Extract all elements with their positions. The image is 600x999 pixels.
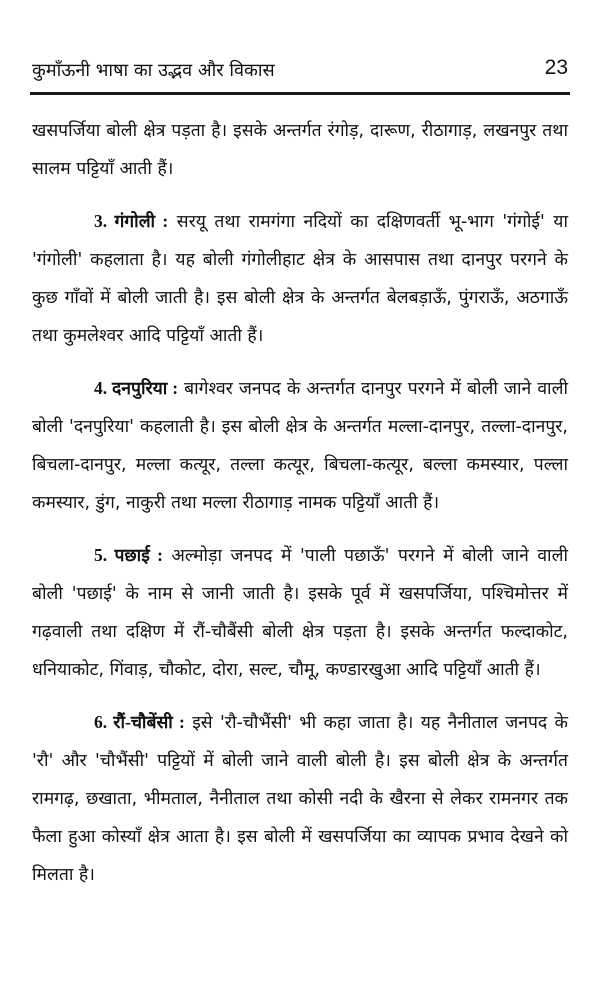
running-title: कुमाँऊनी भाषा का उद्भव और विकास [32, 60, 275, 81]
section-heading: 4. दनपुरिया : [94, 378, 179, 398]
paragraph-pachhai [32, 536, 568, 689]
paragraph-text: इसे 'रौ-चौभैंसी' भी कहा जाता है। यह नैनीताल जनपद के 'रौ' और 'चौभैंसी' पट्टियों में बोली जाने वाली बोली है। इस बोली क्षेत्र के अन्तर्गत रामगढ़, छखाता, भीमताल, नैनीताल तथा कोसी नदी के खैरना से लेकर रामनगर तक फैला हुआ कोस्याँ क्षेत्र आता है। इस बोली में खसपर्जिया का व्यापक प्रभाव देखने को मिलता है। [32, 713, 568, 885]
paragraph-text: सरयू तथा रामगंगा नदियों का दक्षिणवर्ती भू-भाग 'गंगोई' या 'गंगोली' कहलाता है। यह बोली गंगोलीहाट क्षेत्र के आसपास तथा दानपुर परगने के कुछ गाँवों में बोली जाती है। इस बोली क्षेत्र के अन्तर्गत बेलबड़ाऊँ, पुंगराऊँ, अठगाऊँ तथा कुमलेश्वर आदि पट्टियाँ आती हैं। [32, 212, 568, 346]
page-body [32, 112, 568, 908]
paragraph-rau-chaubainsi [32, 703, 568, 894]
paragraph-gangoli [32, 202, 568, 355]
section-heading: 3. गंगोली : [94, 211, 169, 231]
page-header [30, 52, 570, 95]
page-number: 23 [544, 56, 568, 79]
paragraph-continuation [32, 112, 568, 188]
section-heading: 5. पछाई : [94, 545, 163, 565]
section-heading: 6. रौं-चौबेंसी : [94, 712, 185, 732]
paragraph-danpuriya [32, 369, 568, 522]
paragraph-text: अल्मोड़ा जनपद में 'पाली पछाऊँ' परगने में बोली जाने वाली बोली 'पछाई' के नाम से जानी जाती है। इसके पूर्व में खसपर्जिया, पश्चिमोत्तर में गढ़वाली तथा दक्षिण में रौं-चौबैंसी बोली क्षेत्र पड़ता है। इसके अन्तर्गत फल्दाकोट, धनियाकोट, गिंवाड़, चौकोट, दोरा, सल्ट, चौमू, कण्डारखुआ आदि पट्टियाँ आती हैं। [32, 546, 568, 680]
paragraph-text: बागेश्वर जनपद के अन्तर्गत दानपुर परगने में बोली जाने वाली बोली 'दनपुरिया' कहलाती है। इस बोली क्षेत्र के अन्तर्गत मल्ला-दानपुर, तल्ला-दानपुर, बिचला-दानपुर, मल्ला कत्यूर, तल्ला कत्यूर, बिचला-कत्यूर, बल्ला कमस्यार, पल्ला कमस्यार, डुंग, नाकुरी तथा मल्ला रीठागाड़ नामक पट्टियाँ आती हैं। [32, 379, 568, 513]
paragraph-text: खसपर्जिया बोली क्षेत्र पड़ता है। इसके अन्तर्गत रंगोड़, दारूण, रीठागाड़, लखनपुर तथा सालम पट्टियाँ आती हैं। [32, 121, 568, 179]
